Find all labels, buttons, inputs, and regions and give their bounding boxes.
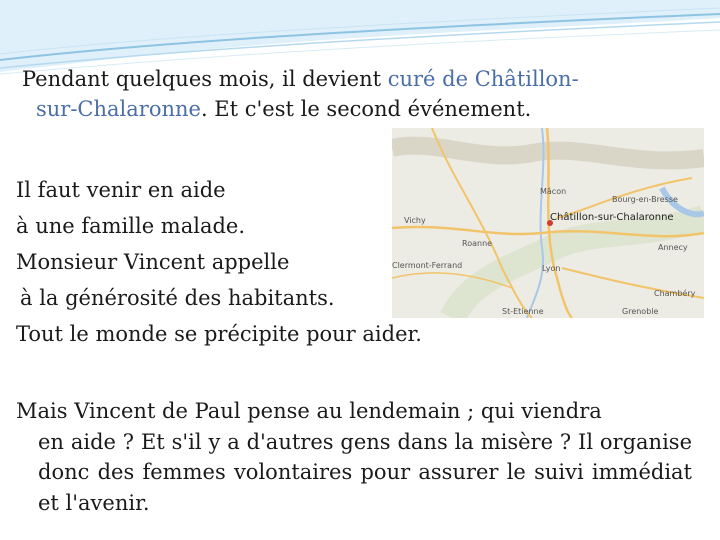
svg-text:Vichy: Vichy — [404, 216, 426, 225]
body-line: à une famille malade. — [16, 214, 246, 238]
svg-text:St-Etienne: St-Etienne — [502, 307, 544, 316]
svg-text:Bourg-en-Bresse: Bourg-en-Bresse — [612, 195, 678, 204]
svg-text:Grenoble: Grenoble — [622, 307, 659, 316]
closing-rest: en aide ? Et s'il y a d'autres gens dans la misère ? Il organise donc des femmes volontaires pour assurer le suivi immédiat et l'avenir. — [38, 429, 692, 515]
svg-text:Lyon: Lyon — [542, 264, 561, 273]
body-line: Il faut venir en aide — [16, 178, 226, 202]
closing-paragraph — [16, 396, 692, 518]
closing-line-1: Mais Vincent de Paul pense au lendemain ; qui viendra — [16, 399, 602, 423]
svg-text:Mâcon: Mâcon — [540, 187, 567, 196]
svg-text:Clermont-Ferrand: Clermont-Ferrand — [392, 261, 463, 270]
svg-text:Chambéry: Chambéry — [654, 289, 696, 298]
svg-text:Roanne: Roanne — [462, 239, 493, 248]
body-lines — [16, 172, 496, 352]
intro-highlight-1: curé de Châtillon- — [387, 67, 579, 91]
intro-text-2: . Et c'est le second événement. — [200, 97, 532, 121]
intro-text-1: Pendant quelques mois, il devient — [22, 67, 388, 91]
svg-text:Annecy: Annecy — [658, 243, 688, 252]
intro-paragraph — [22, 64, 702, 124]
intro-highlight-2: sur-Chalaronne — [36, 97, 201, 121]
map-main-label: Châtillon-sur-Chalaronne — [550, 212, 674, 223]
body-line: Monsieur Vincent appelle — [16, 250, 290, 274]
body-line: à la générosité des habitants. — [20, 286, 335, 310]
body-line: Tout le monde se précipite pour aider. — [16, 322, 422, 346]
